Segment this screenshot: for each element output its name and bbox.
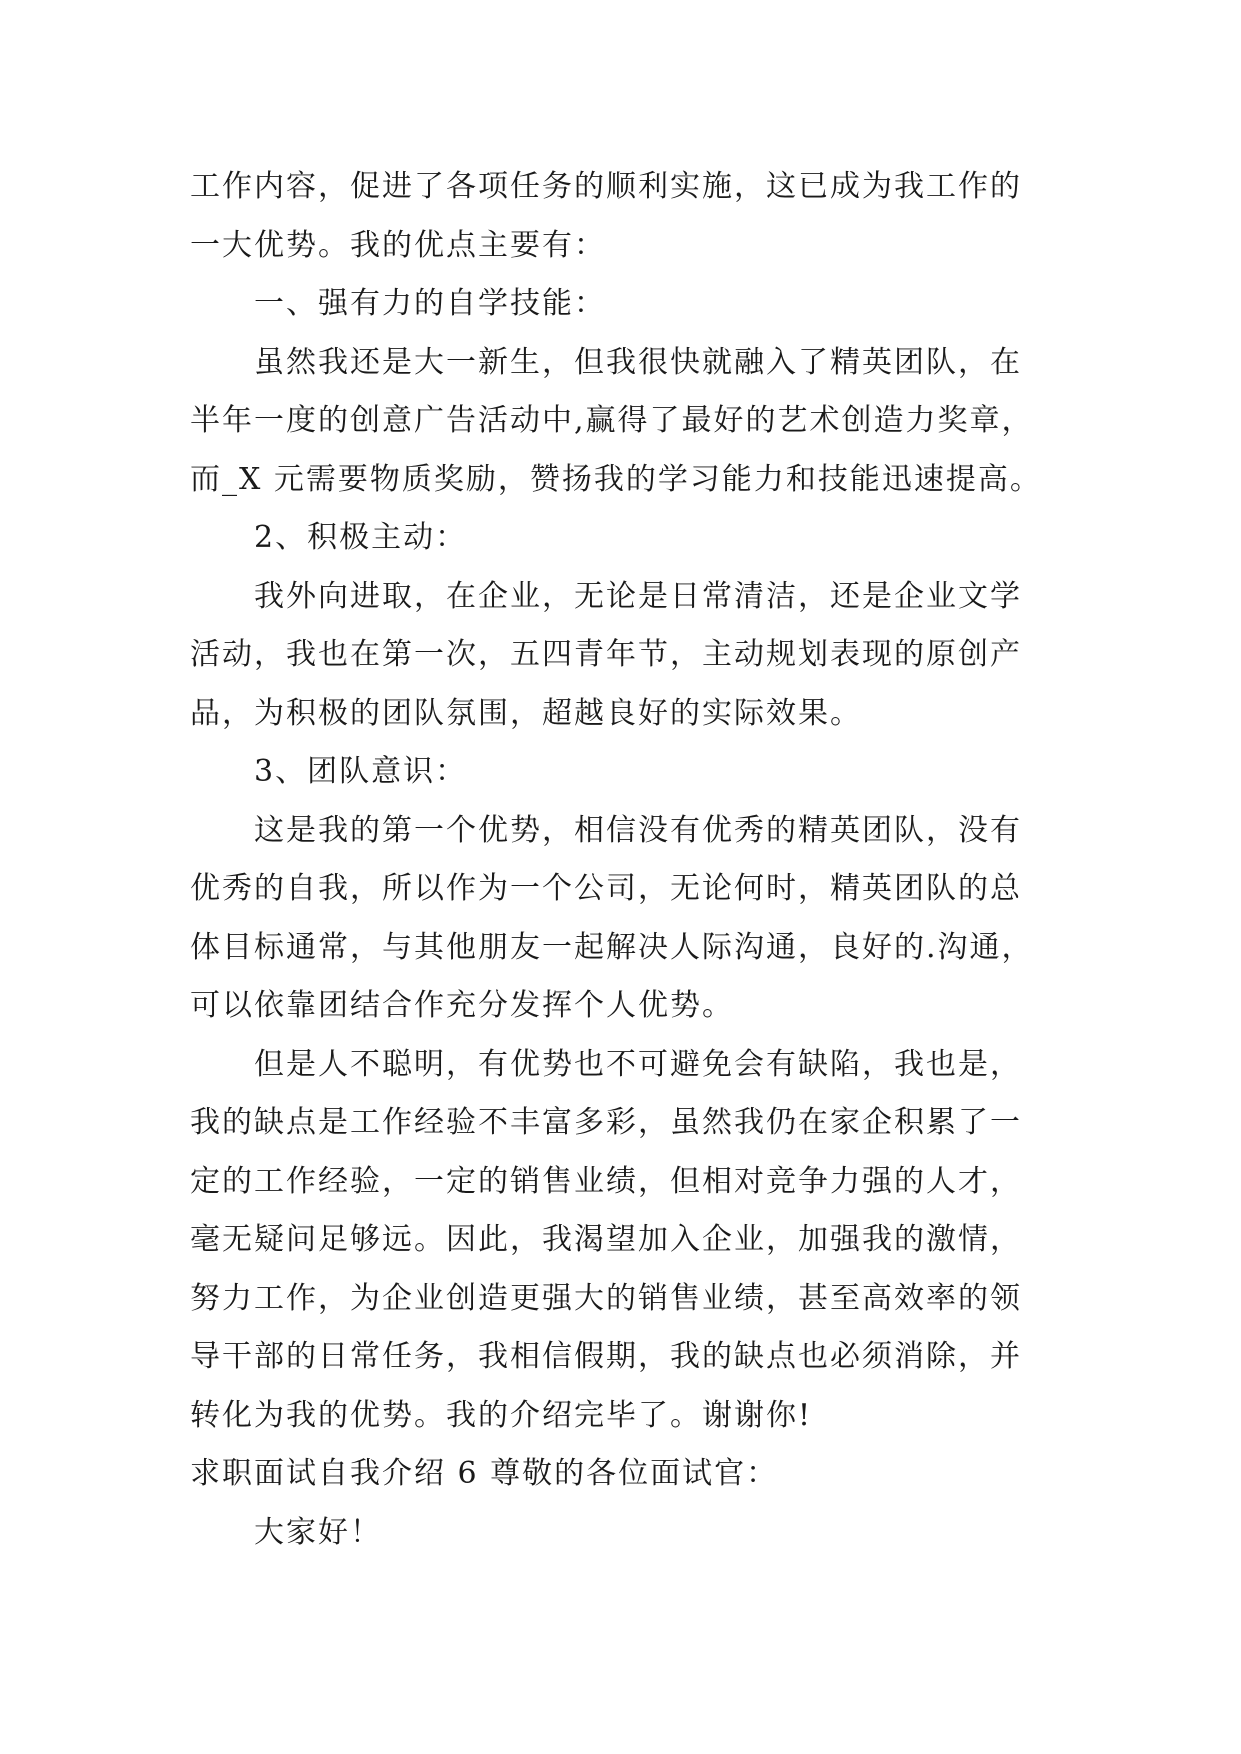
paragraph-line: 工作内容，促进了各项任务的顺利实施，这已成为我工作的 bbox=[190, 169, 1022, 204]
paragraph-line: 一大优势。我的优点主要有： bbox=[190, 227, 606, 263]
paragraph-line: 体目标通常，与其他朋友一起解决人际沟通，良好的.沟通， bbox=[190, 929, 1034, 965]
paragraph-line: 可以依靠团结合作充分发挥个人优势。 bbox=[190, 988, 734, 1023]
paragraph-line: 但是人不聪明，有优势也不可避免会有缺陷，我也是， bbox=[254, 1046, 1022, 1082]
paragraph-line: 我外向进取，在企业，无论是日常清洁，还是企业文学 bbox=[254, 578, 1022, 614]
paragraph-line: 这是我的第一个优势，相信没有优秀的精英团队，没有 bbox=[254, 812, 1022, 848]
section-heading: 一、强有力的自学技能： bbox=[254, 286, 606, 321]
paragraph-line: 导干部的日常任务，我相信假期，我的缺点也必须消除，并 bbox=[190, 1339, 1022, 1374]
paragraph-line: 毫无疑问足够远。因此，我渴望加入企业，加强我的激情， bbox=[190, 1222, 1022, 1257]
paragraph-line: 转化为我的优势。我的介绍完毕了。谢谢你! bbox=[190, 1397, 813, 1433]
section-title: 求职面试自我介绍 6 尊敬的各位面试官： bbox=[190, 1456, 779, 1491]
paragraph-line: 虽然我还是大一新生，但我很快就融入了精英团队，在 bbox=[254, 344, 1022, 380]
paragraph-line: 半年一度的创意广告活动中,赢得了最好的艺术创造力奖章， bbox=[190, 403, 1034, 438]
document-body bbox=[190, 158, 1070, 1562]
paragraph-line: 活动，我也在第一次，五四青年节，主动规划表现的原创产 bbox=[190, 637, 1022, 672]
greeting-line: 大家好！ bbox=[254, 1514, 382, 1550]
paragraph-line: 我的缺点是工作经验不丰富多彩，虽然我仍在家企积累了一 bbox=[190, 1105, 1022, 1140]
paragraph-line: 优秀的自我，所以作为一个公司，无论何时，精英团队的总 bbox=[190, 871, 1022, 906]
section-heading: 3、团队意识： bbox=[254, 754, 468, 789]
section-heading: 2、积极主动： bbox=[254, 520, 468, 555]
paragraph-line: 品，为积极的团队氛围，超越良好的实际效果。 bbox=[190, 695, 862, 731]
paragraph-line: 努力工作，为企业创造更强大的销售业绩，甚至高效率的领 bbox=[190, 1280, 1022, 1316]
paragraph-line: 定的工作经验，一定的销售业绩，但相对竞争力强的人才， bbox=[190, 1163, 1022, 1199]
paragraph-line: 而_X 元需要物质奖励，赞扬我的学习能力和技能迅速提高。 bbox=[190, 461, 1042, 497]
